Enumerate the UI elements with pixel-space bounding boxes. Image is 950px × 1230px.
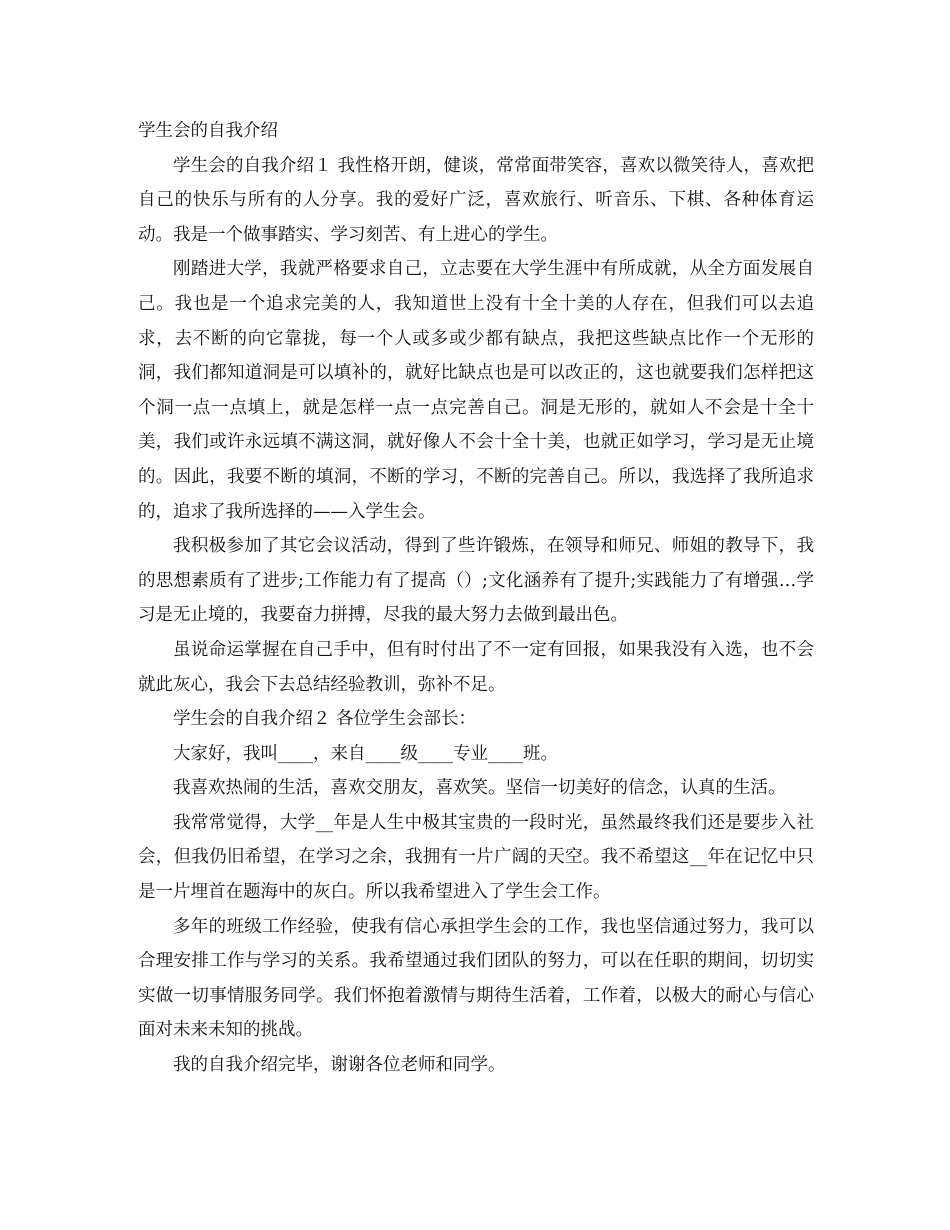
paragraph-intro-1: 学生会的自我介绍１ 我性格开朗，健谈，常常面带笑容，喜欢以微笑待人，喜欢把自己的快乐与所有的人分享。我的爱好广泛，喜欢旅行、听音乐、下棋、各种体育运动。我是一个做事踏实、学习刻苦、有上进心的学生。 [138, 155, 814, 245]
paragraph-personality: 我喜欢热闹的生活，喜欢交朋友，喜欢笑。坚信一切美好的信念，认真的生活。 [173, 778, 786, 799]
paragraph-college-goals: 刚踏进大学，我就严格要求自己，立志要在大学生涯中有所成就，从全方面发展自己。我也是一个追求完美的人，我知道世上没有十全十美的人存在，但我们可以去追求，去不断的向它靠拢，每一个人或多或少都有缺点，我把这些缺点比作一个无形的洞，我们都知道洞是可以填补的，就好比缺点也是可以改正的，这也就要我们怎样把这个洞一点一点填上，就是怎样一点一点完善自己。洞是无形的，就如人不会是十全十美，我们或许永远填不满这洞，就好像人不会十全十美，也就正如学习，学习是无止境的。因此，我要不断的填洞，不断的学习，不断的完善自己。所以，我选择了我所追求的，追求了我所选择的——入学生会。 [138, 259, 814, 522]
paragraph-college-years: 我常常觉得，大学__年是人生中极其宝贵的一段时光，虽然最终我们还是要步入社会，但我仍旧希望，在学习之余，我拥有一片广阔的天空。我不希望这__年在记忆中只是一片埋首在题海中的灰白。所以我希望进入了学生会工作。 [138, 812, 814, 903]
paragraph-intro-2-heading: 学生会的自我介绍２ 各位学生会部长： [173, 709, 477, 730]
paragraph-activities: 我积极参加了其它会议活动，得到了些许锻炼，在领导和师兄、师姐的教导下，我的思想素质有了进步;工作能力有了提高（）;文化涵养有了提升;实践能力了有增强…学习是无止境的，我要奋力拼搏，尽我的最大努力去做到最出色。 [138, 536, 814, 626]
document-title: 学生会的自我介绍 [138, 121, 278, 141]
paragraph-experience: 多年的班级工作经验，使我有信心承担学生会的工作，我也坚信通过努力，我可以合理安排工作与学习的关系。我希望通过我们团队的努力，可以在任职的期间，切切实实做一切事情服务同学。我们怀抱着激情与期待生活着，工作着，以极大的耐心与信心面对未来未知的挑战。 [138, 916, 814, 1041]
document-body [138, 114, 814, 1083]
paragraph-greeting: 大家好，我叫____，来自____级____专业____班。 [173, 743, 558, 764]
paragraph-attitude: 虽说命运掌握在自己手中，但有时付出了不一定有回报，如果我没有入选，也不会就此灰心，我会下去总结经验教训，弥补不足。 [138, 639, 814, 695]
paragraph-closing: 我的自我介绍完毕，谢谢各位老师和同学。 [173, 1055, 506, 1076]
